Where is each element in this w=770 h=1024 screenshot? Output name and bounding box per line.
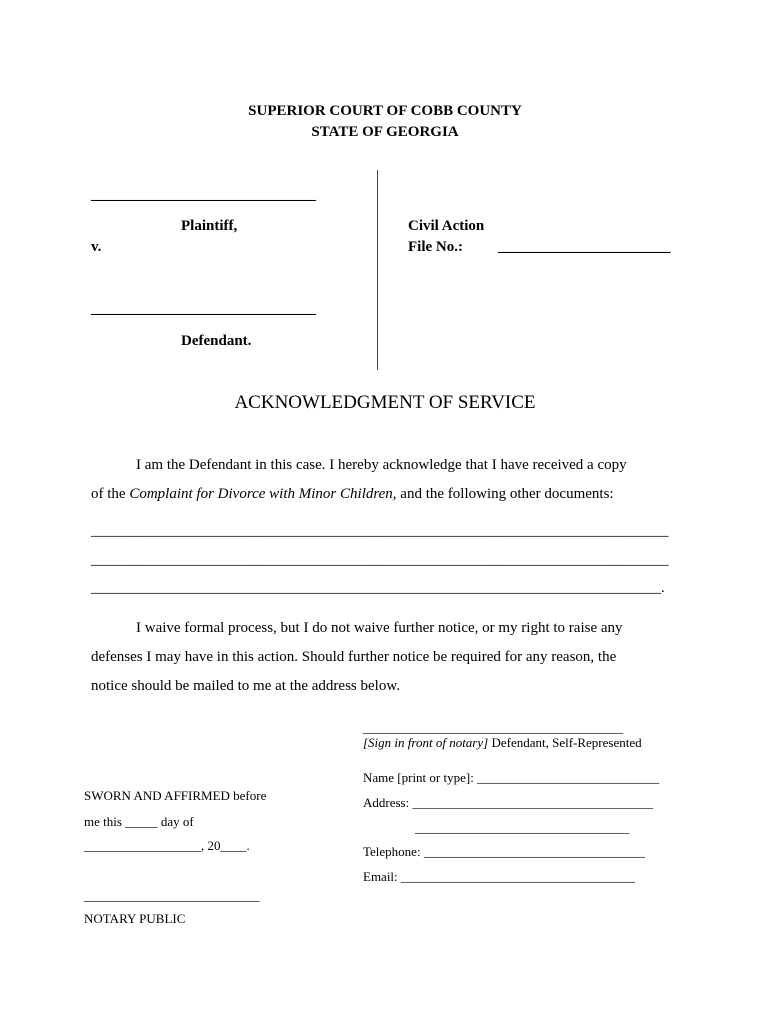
- name-field[interactable]: Name [print or type]: ____________________________: [363, 770, 660, 785]
- complaint-title: Complaint for Divorce with Minor Children: [129, 486, 393, 502]
- defendant-self-represented: Defendant, Self-Represented: [488, 735, 642, 750]
- address-field-2[interactable]: _________________________________: [415, 820, 630, 835]
- para1-line2-post: , and the following other documents:: [392, 486, 614, 502]
- file-no-label: File No.:: [408, 239, 463, 255]
- signature-line[interactable]: ________________________________________: [363, 720, 623, 735]
- notary-public-label: NOTARY PUBLIC: [84, 911, 186, 926]
- state-name: STATE OF GEORGIA: [311, 124, 459, 140]
- documents-line-3[interactable]: ____________________________________________________________________________.: [91, 580, 665, 596]
- para2-line2: defenses I may have in this action. Should further notice be required for any reason, the: [91, 649, 617, 665]
- notary-signature-line[interactable]: ___________________________: [84, 888, 260, 903]
- para1-line2-pre: of the: [91, 486, 130, 502]
- notary-date-line[interactable]: __________________, 20____.: [84, 838, 250, 853]
- sworn-affirmed: SWORN AND AFFIRMED before: [84, 788, 267, 803]
- address-field[interactable]: Address: _____________________________________: [363, 795, 653, 810]
- para2-line1: I waive formal process, but I do not waive further notice, or my right to raise any: [136, 620, 623, 636]
- para2-line3: notice should be mailed to me at the address below.: [91, 678, 400, 694]
- para1-line2: [91, 486, 614, 503]
- telephone-field[interactable]: Telephone: __________________________________: [363, 844, 645, 859]
- plaintiff-blank[interactable]: ______________________________: [91, 187, 316, 203]
- court-name: SUPERIOR COURT OF COBB COUNTY: [248, 103, 522, 119]
- para1-line1: I am the Defendant in this case. I hereby acknowledge that I have received a copy: [136, 457, 627, 473]
- me-this-day[interactable]: me this _____ day of: [84, 814, 194, 829]
- plaintiff-label: Plaintiff,: [181, 218, 238, 234]
- defendant-blank[interactable]: ______________________________: [91, 301, 316, 317]
- versus-label: v.: [91, 239, 102, 255]
- defendant-label: Defendant.: [181, 333, 252, 349]
- file-no-blank[interactable]: _______________________: [498, 239, 671, 255]
- documents-line-2[interactable]: _____________________________________________________________________________: [91, 552, 669, 568]
- document-title: ACKNOWLEDGMENT OF SERVICE: [234, 392, 536, 413]
- sign-in-front-of-notary: [Sign in front of notary]: [363, 735, 489, 750]
- signature-caption: [363, 735, 642, 751]
- caption-divider: [377, 170, 378, 370]
- email-field[interactable]: Email: ____________________________________: [363, 869, 635, 884]
- documents-line-1[interactable]: _____________________________________________________________________________: [91, 523, 669, 539]
- civil-action-label: Civil Action: [408, 218, 485, 234]
